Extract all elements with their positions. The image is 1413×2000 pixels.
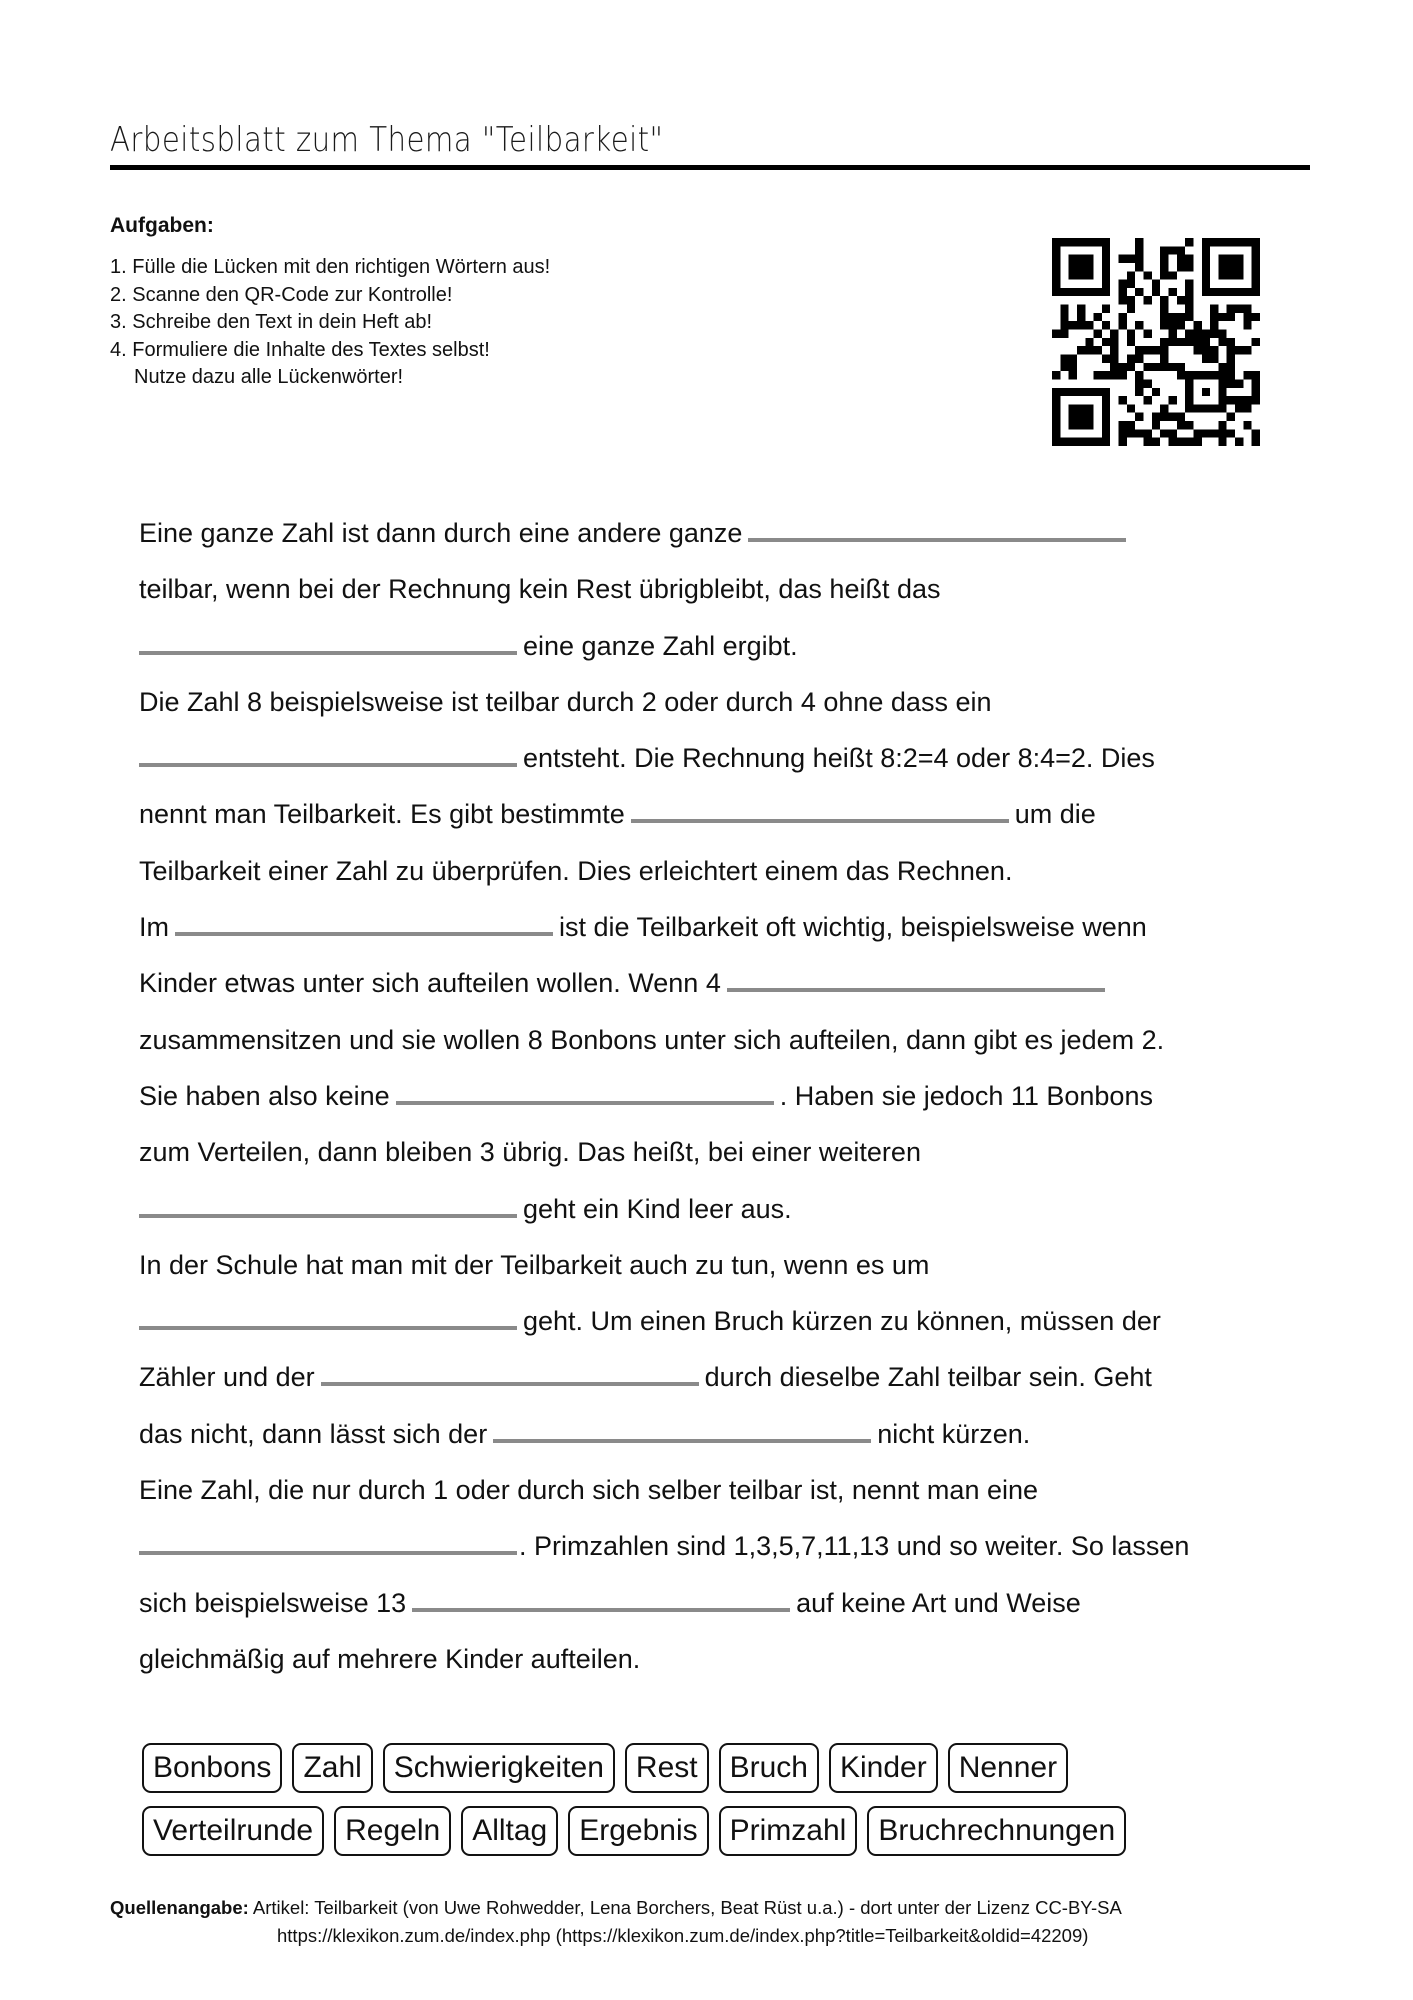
word-chip[interactable]: Ergebnis <box>568 1806 708 1856</box>
cloze-text <box>139 505 1299 1687</box>
source-attribution <box>110 1894 1122 1950</box>
cloze-text-fragment: durch dieselbe Zahl teilbar sein. Geht <box>704 1362 1152 1393</box>
cloze-line <box>139 1406 1299 1462</box>
word-chip[interactable]: Zahl <box>292 1743 372 1793</box>
answer-gap[interactable] <box>727 958 1105 992</box>
word-chip[interactable]: Bruchrechnungen <box>867 1806 1126 1856</box>
answer-gap[interactable] <box>631 789 1009 823</box>
task-item: 1. Fülle die Lücken mit den richtigen Wörtern aus! <box>110 256 551 278</box>
source-label: Quellenangabe: <box>110 1897 249 1918</box>
answer-gap[interactable] <box>175 902 553 936</box>
word-chip[interactable]: Kinder <box>829 1743 938 1793</box>
cloze-line <box>139 1293 1299 1349</box>
cloze-line <box>139 618 1299 674</box>
word-bank <box>142 1743 1292 1869</box>
cloze-text-fragment: auf keine Art und Weise <box>796 1587 1081 1618</box>
word-chip[interactable]: Rest <box>625 1743 709 1793</box>
answer-gap[interactable] <box>139 733 517 767</box>
cloze-line <box>139 899 1299 955</box>
cloze-line <box>139 1349 1299 1405</box>
word-chip[interactable]: Alltag <box>461 1806 558 1856</box>
cloze-line <box>139 1462 1299 1518</box>
cloze-line <box>139 1068 1299 1124</box>
cloze-text-fragment: ist die Teilbarkeit oft wichtig, beispielsweise wenn <box>559 912 1147 943</box>
cloze-line <box>139 1181 1299 1237</box>
cloze-text-fragment: sich beispielsweise 13 <box>139 1587 407 1618</box>
cloze-text-fragment: geht ein Kind leer aus. <box>523 1193 792 1224</box>
cloze-text-fragment: In der Schule hat man mit der Teilbarkeit auch zu tun, wenn es um <box>139 1249 930 1280</box>
answer-gap[interactable] <box>139 1184 517 1218</box>
answer-gap[interactable] <box>139 621 517 655</box>
source-link[interactable]: https://klexikon.zum.de/index.php (https://klexikon.zum.de/index.php?title=Teilbarkeit&oldid=42209) <box>277 1925 1089 1946</box>
cloze-text-fragment: . Primzahlen sind 1,3,5,7,11,13 und so weiter. So lassen <box>519 1531 1190 1562</box>
word-bank-row <box>142 1743 1292 1793</box>
cloze-text-fragment: . Haben sie jedoch 11 Bonbons <box>779 1080 1153 1111</box>
word-chip[interactable]: Regeln <box>334 1806 451 1856</box>
cloze-line <box>139 1518 1299 1574</box>
cloze-text-fragment: Teilbarkeit einer Zahl zu überprüfen. Dies erleichtert einem das Rechnen. <box>139 855 1013 886</box>
word-chip[interactable]: Primzahl <box>719 1806 858 1856</box>
cloze-line <box>139 1124 1299 1180</box>
cloze-text-fragment: Eine ganze Zahl ist dann durch eine andere ganze <box>139 518 743 548</box>
cloze-text-fragment: Zähler und der <box>139 1362 315 1393</box>
answer-gap[interactable] <box>321 1352 699 1386</box>
word-bank-row <box>142 1806 1292 1856</box>
title-divider <box>110 165 1310 170</box>
word-chip[interactable]: Bonbons <box>142 1743 282 1793</box>
task-item: 2. Scanne den QR-Code zur Kontrolle! <box>110 283 453 306</box>
task-item: Nutze dazu alle Lückenwörter! <box>134 366 404 388</box>
cloze-line <box>139 1012 1299 1068</box>
cloze-text-fragment: nennt man Teilbarkeit. Es gibt bestimmte <box>139 799 625 830</box>
cloze-line <box>139 505 1299 561</box>
cloze-line <box>139 786 1299 842</box>
cloze-text-fragment: eine ganze Zahl ergibt. <box>523 630 798 661</box>
word-chip[interactable]: Verteilrunde <box>142 1806 324 1856</box>
task-item: 4. Formuliere die Inhalte des Textes selbst! <box>110 338 490 361</box>
cloze-text-fragment: das nicht, dann lässt sich der <box>139 1418 488 1449</box>
qr-code-icon[interactable] <box>1052 238 1260 446</box>
tasks-heading: Aufgaben: <box>110 214 214 237</box>
task-item: 3. Schreibe den Text in dein Heft ab! <box>110 311 433 333</box>
cloze-text-fragment: um die <box>1014 799 1096 830</box>
word-chip[interactable]: Schwierigkeiten <box>383 1743 615 1793</box>
answer-gap[interactable] <box>396 1071 774 1105</box>
answer-gap[interactable] <box>139 1296 517 1330</box>
cloze-line <box>139 561 1299 617</box>
cloze-text-fragment: gleichmäßig auf mehrere Kinder aufteilen. <box>139 1643 641 1674</box>
worksheet-title: Arbeitsblatt zum Thema "Teilbarkeit" <box>110 120 664 160</box>
cloze-text-fragment: Sie haben also keine <box>139 1080 390 1111</box>
cloze-text-fragment: nicht kürzen. <box>877 1418 1031 1449</box>
cloze-text-fragment: Die Zahl 8 beispielsweise ist teilbar durch 2 oder durch 4 ohne dass ein <box>139 686 992 717</box>
answer-gap[interactable] <box>139 1521 517 1555</box>
cloze-line <box>139 674 1299 730</box>
cloze-line <box>139 1237 1299 1293</box>
cloze-text-fragment: Im <box>139 912 169 943</box>
word-chip[interactable]: Nenner <box>948 1743 1068 1793</box>
cloze-text-fragment: Kinder etwas unter sich aufteilen wollen. Wenn 4 <box>139 968 721 999</box>
cloze-line <box>139 730 1299 786</box>
cloze-text-fragment: zusammensitzen und sie wollen 8 Bonbons unter sich aufteilen, dann gibt es jedem 2. <box>139 1024 1165 1055</box>
cloze-text-fragment: geht. Um einen Bruch kürzen zu können, müssen der <box>523 1306 1161 1337</box>
tasks-list <box>110 254 550 392</box>
cloze-text-fragment: entsteht. Die Rechnung heißt 8:2=4 oder 8:4=2. Dies <box>523 743 1155 774</box>
cloze-line <box>139 1631 1299 1687</box>
cloze-line <box>139 1575 1299 1631</box>
source-text: Artikel: Teilbarkeit (von Uwe Rohwedder, Lena Borchers, Beat Rüst u.a.) - dort unter der Lizenz CC-BY-SA <box>252 1897 1122 1918</box>
word-chip[interactable]: Bruch <box>719 1743 819 1793</box>
cloze-text-fragment: zum Verteilen, dann bleiben 3 übrig. Das heißt, bei einer weiteren <box>139 1137 921 1168</box>
answer-gap[interactable] <box>748 508 1126 542</box>
answer-gap[interactable] <box>493 1409 871 1443</box>
cloze-text-fragment: teilbar, wenn bei der Rechnung kein Rest übrigbleibt, das heißt das <box>139 574 941 605</box>
cloze-text-fragment: Eine Zahl, die nur durch 1 oder durch sich selber teilbar ist, nennt man eine <box>139 1475 1039 1506</box>
cloze-line <box>139 843 1299 899</box>
cloze-line <box>139 955 1299 1011</box>
answer-gap[interactable] <box>412 1578 790 1612</box>
